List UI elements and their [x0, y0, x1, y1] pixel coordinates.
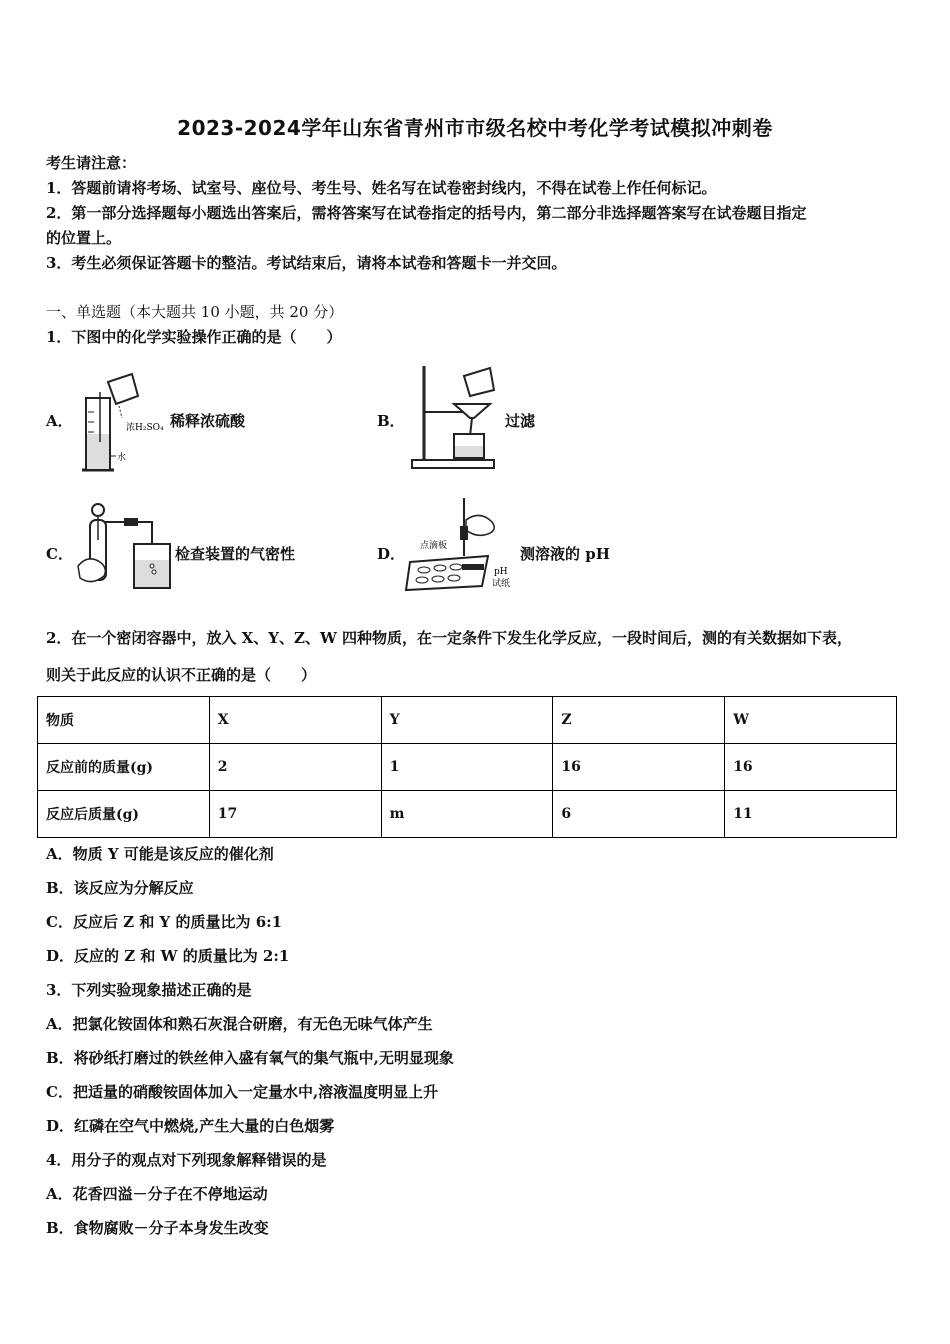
question-2-stem: 2．在一个密闭容器中，放入 X、Y、Z、W 四种物质，在一定条件下发生化学反应，一段时间后，测的有关数据如下表，	[46, 629, 853, 647]
question-3-stem: 3．下列实验现象描述正确的是	[46, 981, 252, 999]
table-cell: 反应前的质量(g)	[38, 744, 210, 791]
q1-option-d-letter: D．	[377, 545, 406, 563]
table-header-cell: W	[725, 697, 897, 744]
q4-option-a: A．花香四溢－分子在不停地运动	[46, 1185, 268, 1203]
q4-option-b: B．食物腐败－分子本身发生改变	[46, 1219, 269, 1237]
question-1-stem: 1．下图中的化学实验操作正确的是（ ）	[46, 328, 342, 346]
question-2-stem-cont: 则关于此反应的认识不正确的是（ ）	[46, 666, 317, 684]
ph-test-figure	[404, 496, 520, 594]
table-cell: 17	[209, 791, 381, 838]
q1-option-c-letter: C．	[46, 545, 73, 563]
q3-option-d: D．红磷在空气中燃烧,产生大量的白色烟雾	[46, 1117, 335, 1135]
q1-option-d-text: 测溶液的 pH	[520, 545, 610, 563]
notice-item-2: 2．第一部分选择题每小题选出答案后，需将答案写在试卷指定的括号内，第二部分非选择题答案写在试卷题目指定	[46, 204, 807, 222]
notice-item-2-cont: 的位置上。	[46, 229, 122, 247]
fig-label-test-paper: 试纸	[492, 579, 511, 589]
mass-data-table	[37, 696, 897, 838]
beaker	[108, 374, 138, 404]
airtightness-check-figure	[68, 500, 178, 592]
ph-paper	[462, 564, 484, 570]
table-row	[38, 744, 897, 791]
table-header-cell: Y	[381, 697, 553, 744]
q2-option-d: D．反应的 Z 和 W 的质量比为 2:1	[46, 947, 290, 965]
table-cell: 16	[553, 744, 725, 791]
table-header-cell: 物质	[38, 697, 210, 744]
q2-option-a: A．物质 Y 可能是该反应的催化剂	[46, 845, 274, 863]
fig-label-ph: pH	[494, 567, 508, 577]
q3-option-c: C．把适量的硝酸铵固体加入一定量水中,溶液温度明显上升	[46, 1083, 439, 1101]
fig-label-spot-plate: 点滴板	[420, 541, 448, 551]
table-header-cell: X	[209, 697, 381, 744]
notice-item-3: 3．考生必须保证答题卡的整洁。考试结束后，请将本试卷和答题卡一并交回。	[46, 254, 567, 272]
table-row	[38, 791, 897, 838]
table-cell: 16	[725, 744, 897, 791]
q1-option-a-letter: A．	[46, 412, 73, 430]
table-cell: m	[381, 791, 553, 838]
stand-base	[412, 460, 494, 468]
dilute-sulfuric-acid-figure	[72, 372, 172, 476]
table-header-row	[38, 697, 897, 744]
q1-option-b-letter: B．	[377, 412, 405, 430]
table-cell: 反应后质量(g)	[38, 791, 210, 838]
section-heading: 一、单选题（本大题共 10 小题，共 20 分）	[46, 303, 344, 321]
notice-heading: 考生请注意：	[46, 154, 137, 172]
filtration-figure	[408, 362, 508, 474]
spot-plate	[406, 556, 488, 590]
table-cell: 6	[553, 791, 725, 838]
page-title: 2023-2024学年山东省青州市市级名校中考化学考试模拟冲刺卷	[177, 116, 773, 140]
hand	[466, 515, 494, 535]
q1-option-c-text: 检查装置的气密性	[175, 545, 296, 563]
table-cell: 2	[209, 744, 381, 791]
fig-label-conc-acid: 浓H₂SO₄	[126, 423, 164, 433]
fig-label-water: 水	[117, 453, 127, 463]
notice-item-1: 1．答题前请将考场、试室号、座位号、考生号、姓名写在试卷密封线内，不得在试卷上作任何标记。	[46, 179, 717, 197]
q3-option-b: B．将砂纸打磨过的铁丝伸入盛有氧气的集气瓶中,无明显现象	[46, 1049, 454, 1067]
q1-option-b-text: 过滤	[505, 412, 536, 430]
table-header-cell: Z	[553, 697, 725, 744]
question-4-stem: 4．用分子的观点对下列现象解释错误的是	[46, 1151, 327, 1169]
pouring-beaker	[464, 368, 494, 396]
q2-option-b: B．该反应为分解反应	[46, 879, 194, 897]
q2-option-c: C．反应后 Z 和 Y 的质量比为 6:1	[46, 913, 283, 931]
hand	[78, 559, 105, 582]
table-cell: 11	[725, 791, 897, 838]
q1-option-a-text: 稀释浓硫酸	[170, 412, 246, 430]
table-cell: 1	[381, 744, 553, 791]
q3-option-a: A．把氯化铵固体和熟石灰混合研磨，有无色无味气体产生	[46, 1015, 433, 1033]
